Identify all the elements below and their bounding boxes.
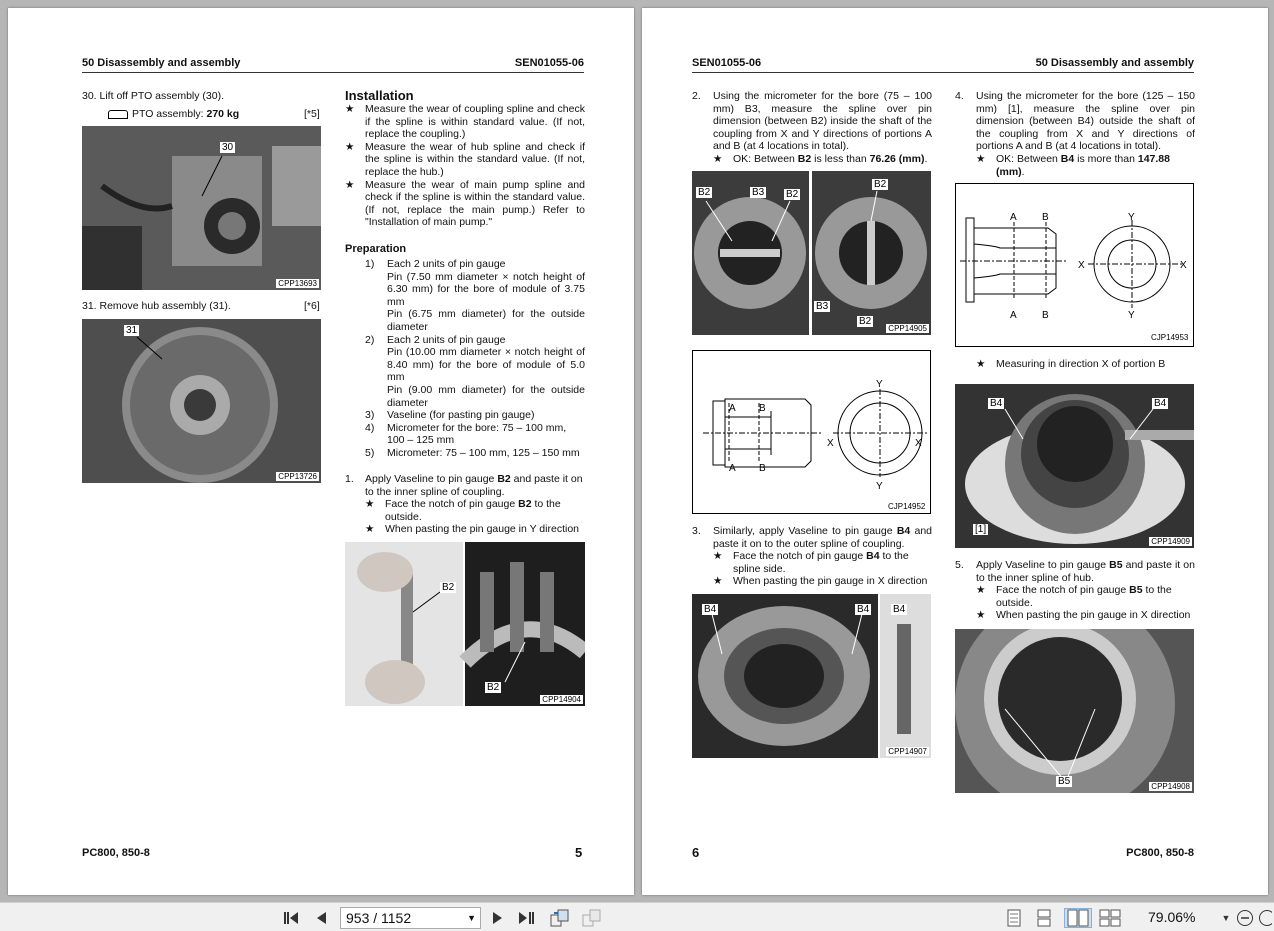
diagram-shaft-ab (955, 183, 1194, 347)
photo-caption: CPP14904 (542, 695, 581, 704)
diagram-label: A (1010, 212, 1017, 223)
next-page-icon[interactable] (488, 908, 508, 928)
prep-detail: Pin (9.00 mm diameter) for the outside diameter (387, 383, 585, 409)
star-icon: ★ (976, 358, 986, 370)
star-icon: ★ (345, 178, 355, 191)
install-item: ★ Measure the wear of coupling spline and check if the spline is within standard value. (If not, replace the coupling.) (345, 103, 585, 141)
photo-caption: CPP14907 (888, 747, 927, 756)
prep-detail: Pin (10.00 mm diameter × notch height of 8.40 mm) for the bore of module of 5.0 mm (387, 346, 585, 384)
photo-coupling-graphic (692, 171, 931, 335)
photo-callout: B4 (990, 398, 1003, 409)
page-indicator: 953 / 1152 (346, 910, 412, 926)
photo-callout: 31 (126, 325, 138, 336)
photo-outer-spline-b4 (692, 594, 931, 758)
photo-hub-spline-b5 (955, 629, 1194, 793)
page-header-right: SEN01055-06 (514, 57, 584, 69)
step-4: 4. Using the micrometer for the bore (125 – 150 mm) [1], measure the spline over pin dimension (between B4) outside the shaft of the coupling from X and Y directions of portions A and B (at 4 locations in total). ★ OK: Between B4 is more than 147.88 (mm). (955, 90, 1195, 178)
star-icon: ★ (976, 584, 986, 597)
photo-callout: B2 (874, 179, 887, 190)
diagram-label: B (1042, 212, 1049, 223)
header-rule (82, 72, 584, 73)
photo-pin-gauge-graphic (345, 542, 585, 706)
two-page-continuous-icon[interactable] (1098, 908, 1122, 928)
page-number: 6 (692, 845, 700, 860)
preparation-title: Preparation (345, 243, 407, 255)
zoom-in-icon[interactable] (1258, 908, 1272, 928)
first-page-icon[interactable] (281, 908, 301, 928)
diagram-label: A (729, 403, 736, 414)
photo-hub-spline-graphic (955, 629, 1194, 793)
installation-list (345, 103, 585, 229)
photo-callout: B3 (752, 187, 765, 198)
star-icon: ★ (713, 152, 723, 165)
diagram-label: B (1042, 310, 1049, 321)
prev-page-icon[interactable] (311, 908, 331, 928)
photo-callout: B4 (704, 604, 717, 615)
weight-icon (108, 110, 128, 119)
photo-callout: B3 (816, 301, 829, 312)
photo-callout: B4 (857, 604, 870, 615)
diagram-note: ★ Measuring in direction X of portion B (976, 358, 1166, 370)
photo-caption: CPP14905 (888, 324, 927, 333)
zoom-dropdown-icon[interactable]: ▼ (1221, 913, 1231, 923)
photo-outer-spline-graphic (692, 594, 931, 758)
install-item: ★ Measure the wear of main pump spline and check if the spline is within the standard value. (If not, replace the main pump.) Refer to "Installation of main pump." (345, 178, 585, 229)
star-icon: ★ (976, 152, 986, 165)
go-back-icon[interactable] (548, 908, 572, 928)
photo-callout: B2 (487, 682, 500, 693)
photo-callout: B2 (698, 187, 711, 198)
star-icon: ★ (976, 609, 986, 622)
diagram-label: X (1078, 260, 1085, 271)
page-header-left: 50 Disassembly and assembly (82, 57, 241, 69)
diagram-label: Y (1128, 212, 1135, 223)
photo-hub-graphic (82, 319, 321, 483)
photo-pin-gauge-b2 (345, 542, 585, 706)
chevron-down-icon[interactable]: ▼ (467, 913, 476, 923)
photo-callout: 30 (222, 142, 234, 153)
photo-callout: B2 (786, 189, 799, 200)
prep-detail: Pin (7.50 mm diameter × notch height of 6.30 mm) for the bore of module of 3.75 mm (387, 270, 585, 308)
diagram-label: B (759, 403, 766, 414)
photo-pto-assembly (82, 126, 321, 290)
star-icon: ★ (713, 550, 723, 563)
page-5 (8, 8, 634, 895)
diagram-coupling-ab (692, 350, 931, 514)
photo-micrometer-b4 (955, 384, 1194, 548)
photo-callout: B2 (442, 582, 455, 593)
go-forward-icon[interactable] (580, 908, 604, 928)
preparation-list (345, 258, 585, 460)
prep-item: 4) Micrometer for the bore: 75 – 100 mm, 100 – 125 mm (365, 421, 567, 447)
prep-item: 1) Each 2 units of pin gauge (365, 258, 506, 270)
photo-caption: CPP13726 (278, 472, 317, 481)
diagram-label: X (915, 438, 922, 449)
photo-callout: B4 (893, 604, 906, 615)
zoom-out-icon[interactable] (1235, 908, 1255, 928)
diagram-label: Y (876, 481, 883, 492)
prep-item: 5) Micrometer: 75 – 100 mm, 125 – 150 mm (365, 446, 580, 459)
prep-item: 3) Vaseline (for pasting pin gauge) (365, 409, 535, 422)
single-page-icon[interactable] (1004, 908, 1024, 928)
header-rule (692, 72, 1194, 73)
photo-pto-graphic (82, 126, 321, 290)
diagram-label: Y (1128, 310, 1135, 321)
diagram-label: A (1010, 310, 1017, 321)
star-icon: ★ (345, 140, 355, 153)
star-icon: ★ (365, 498, 375, 511)
continuous-icon[interactable] (1034, 908, 1054, 928)
diagram-label: X (827, 438, 834, 449)
star-icon: ★ (365, 523, 375, 536)
photo-coupling-measure (692, 171, 931, 335)
photo-callout: B5 (1058, 776, 1071, 787)
diagram-shaft-graphic (956, 184, 1195, 348)
page-number: 5 (575, 845, 583, 860)
diagram-label: A (729, 463, 736, 474)
diagram-coupling-graphic (693, 351, 932, 515)
prep-detail: Pin (6.75 mm diameter) for the outside diameter (387, 308, 585, 333)
photo-caption: CPP13693 (278, 279, 317, 288)
diagram-label: Y (876, 379, 883, 390)
viewer-toolbar (0, 902, 1274, 931)
step-2: 2. Using the micrometer for the bore (75 – 100 mm) B3, measure the spline over pin dimension (between B2) inside the shaft of the coupling from X and Y directions of portions A and B (at 4 locations in total). ★ OK: Between B2 is less than 76.26 (mm). (692, 90, 932, 165)
page-6 (642, 8, 1268, 895)
step-31-text: 31. Remove hub assembly (31). (82, 300, 231, 312)
weight-label: PTO assembly: (132, 108, 207, 120)
page-header-right: 50 Disassembly and assembly (1035, 57, 1194, 69)
step-30-text: 30. Lift off PTO assembly (30). (82, 90, 225, 102)
star-icon: ★ (345, 103, 355, 115)
diagram-label: X (1180, 260, 1187, 271)
prep-item: 2) Each 2 units of pin gauge (365, 333, 506, 346)
photo-caption: CPP14908 (1151, 782, 1190, 791)
step-5: 5. Apply Vaseline to pin gauge B5 and paste it on to the inner spline of hub. ★ Face the notch of pin gauge B5 to the outside. ★ When pasting the pin gauge in X direction (955, 559, 1195, 622)
photo-caption: CPP14909 (1151, 537, 1190, 546)
step-30-ref: [*5] (304, 108, 320, 120)
photo-hub-assembly (82, 319, 321, 483)
photo-callout: [1] (975, 524, 987, 535)
footer-model: PC800, 850-8 (82, 847, 150, 859)
step-31-ref: [*6] (304, 300, 320, 312)
diagram-caption: CJP14952 (888, 502, 926, 511)
diagram-caption: CJP14953 (1151, 333, 1189, 342)
weight-value: 270 kg (206, 108, 240, 120)
step-1: 1. Apply Vaseline to pin gauge B2 and paste it on to the inner spline of coupling. ★ Face the notch of pin gauge B2 to the outside. ★ When pasting the pin gauge in Y direction (345, 473, 583, 536)
photo-callout: B2 (859, 316, 872, 327)
page-header-left: SEN01055-06 (692, 57, 762, 69)
two-page-icon[interactable] (1064, 908, 1092, 928)
footer-model: PC800, 850-8 (1126, 847, 1194, 859)
zoom-level[interactable]: 79.06% (1148, 909, 1196, 925)
installation-title: Installation (345, 88, 414, 103)
photo-callout: B4 (1154, 398, 1167, 409)
step-3: 3. Similarly, apply Vaseline to pin gauge B4 and paste it on to the outer spline of coupling. ★ Face the notch of pin gauge B4 to the spline side. ★ When pasting the pin gauge in X direction (692, 525, 933, 588)
diagram-label: B (759, 463, 766, 474)
page-number-input[interactable] (340, 907, 481, 929)
last-page-icon[interactable] (516, 908, 538, 928)
step-30-weight (108, 108, 239, 121)
star-icon: ★ (713, 575, 723, 588)
install-item: ★ Measure the wear of hub spline and check if the spline is within the standard value. (If not, replace the hub.) (345, 140, 585, 178)
